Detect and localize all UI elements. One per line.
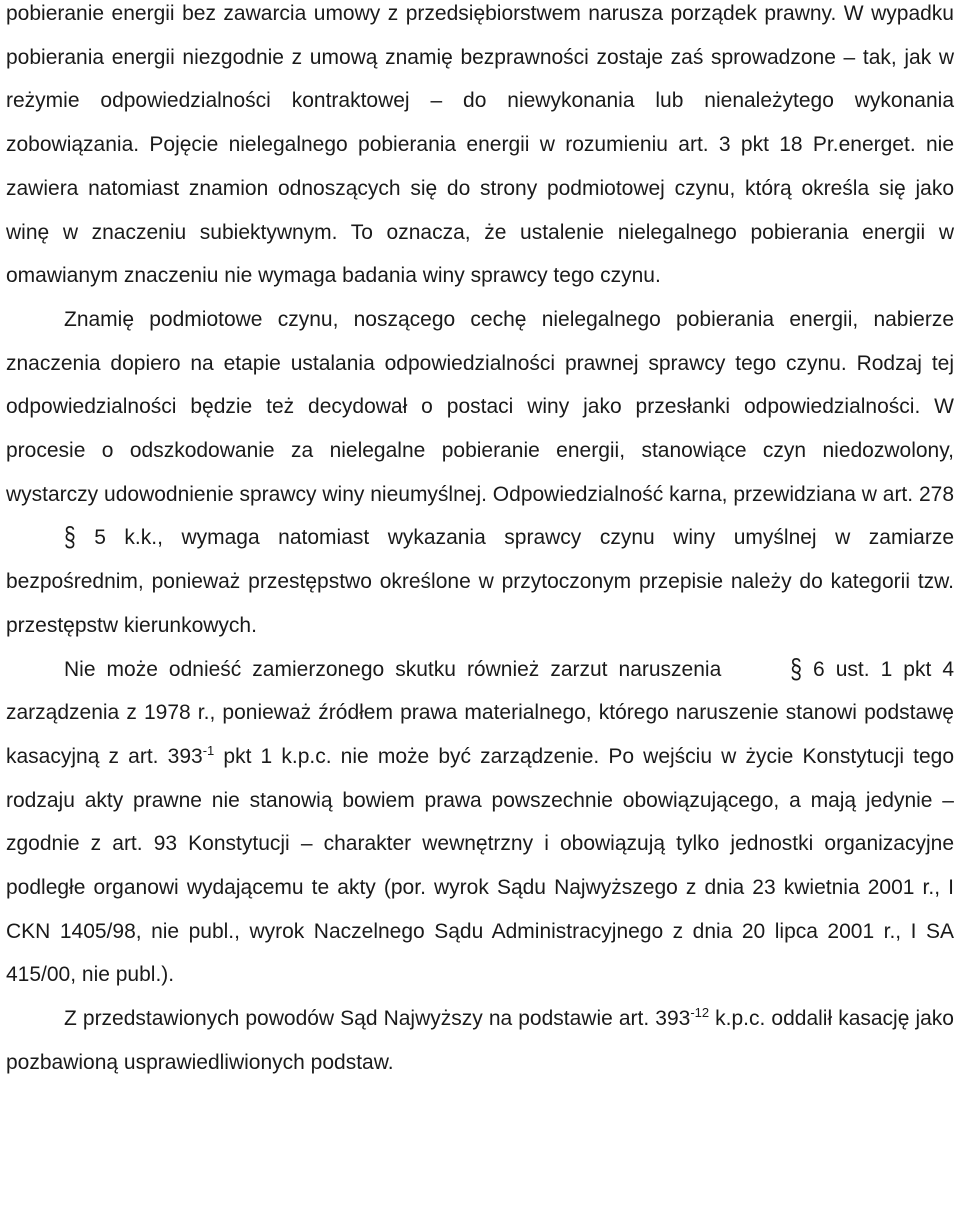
superscript-article-suffix: -1 bbox=[202, 742, 215, 758]
paragraph-1-text: pobieranie energii bez zawarcia umowy z przedsiębiorstwem narusza porządek prawny. W wypadku pobierania energii niezgodnie z umową znamię bezprawności zostaje zaś sprowadzone – tak, jak w reżymie odpowiedzialności kontraktowej – do niewykonania lub nienależytego wykonania zobowiązania. Pojęcie nielegalnego pobierania energii w rozumieniu art. 3 pkt 18 Pr.energet. nie zawiera natomiast znamion odnoszących się do strony podmiotowej czynu, którą określa się jako winę w znaczeniu subiektywnym. To oznacza, że ustalenie nielegalnego pobierania energii w omawianym znaczeniu nie wymaga badania winy sprawcy tego czynu. bbox=[6, 2, 954, 288]
paragraph-1 bbox=[6, 0, 954, 298]
paragraph-3-text-a: Nie może odnieść zamierzonego skutku również zarzut naruszenia bbox=[64, 657, 722, 681]
paragraph-3-text-c: pkt 1 k.p.c. nie może być zarządzenie. Po wejściu w życie Konstytucji tego rodzaju akty prawne nie stanowią bowiem prawa powszechnie obowiązującego, a mają jedynie – zgodnie z art. 93 Konstytucji – charakter wewnętrzny i obowiązują tylko jednostki organizacyjne podległe organowi wydającemu te akty (por. wyrok Sądu Najwyższego z dnia 23 kwietnia 2001 r., I CKN 1405/98, nie publ., wyrok Naczelnego Sądu Administracyjnego z dnia 20 lipca 2001 r., I SA 415/00, nie publ.). bbox=[6, 744, 955, 987]
paragraph-4-text-a: Z przedstawionych powodów Sąd Najwyższy na podstawie art. 393 bbox=[64, 1007, 691, 1031]
paragraph-2-text-b: 5 k.k., wymaga natomiast wykazania sprawcy czynu winy umyślnej w zamiarze bezpośrednim, ponieważ przestępstwo określone w przytoczonym przepisie należy do kategorii tzw. przestępstw kierunkowych. bbox=[6, 526, 954, 637]
paragraph-3-text-b: 6 ust. 1 pkt 4 zarządzenia z 1978 r., ponieważ źródłem prawa materialnego, którego naruszenie stanowi podstawę kasacyjną z art. 393 bbox=[6, 657, 954, 768]
section-sign-icon: § bbox=[790, 653, 802, 684]
paragraph-4-text-b: k.p.c. oddalił kasację jako pozbawioną usprawiedliwionych podstaw. bbox=[6, 1007, 954, 1074]
paragraph-4 bbox=[6, 997, 954, 1084]
superscript-article-suffix: -12 bbox=[690, 1005, 710, 1021]
section-sign-icon: § bbox=[64, 522, 76, 553]
paragraph-3 bbox=[6, 648, 954, 998]
paragraph-2 bbox=[6, 298, 954, 648]
document-page bbox=[6, 0, 954, 1085]
paragraph-2-text-a: Znamię podmiotowe czynu, noszącego cechę nielegalnego pobierania energii, nabierze znaczenia dopiero na etapie ustalania odpowiedzialności prawnej sprawcy tego czynu. Rodzaj tej odpowiedzialności będzie też decydował o postaci winy jako przesłanki odpowiedzialności. W procesie o odszkodowanie za nielegalne pobieranie energii, stanowiące czyn niedozwolony, wystarczy udowodnienie sprawcy winy nieumyślnej. Odpowiedzialność karna, przewidziana w art. 278 bbox=[6, 307, 954, 506]
